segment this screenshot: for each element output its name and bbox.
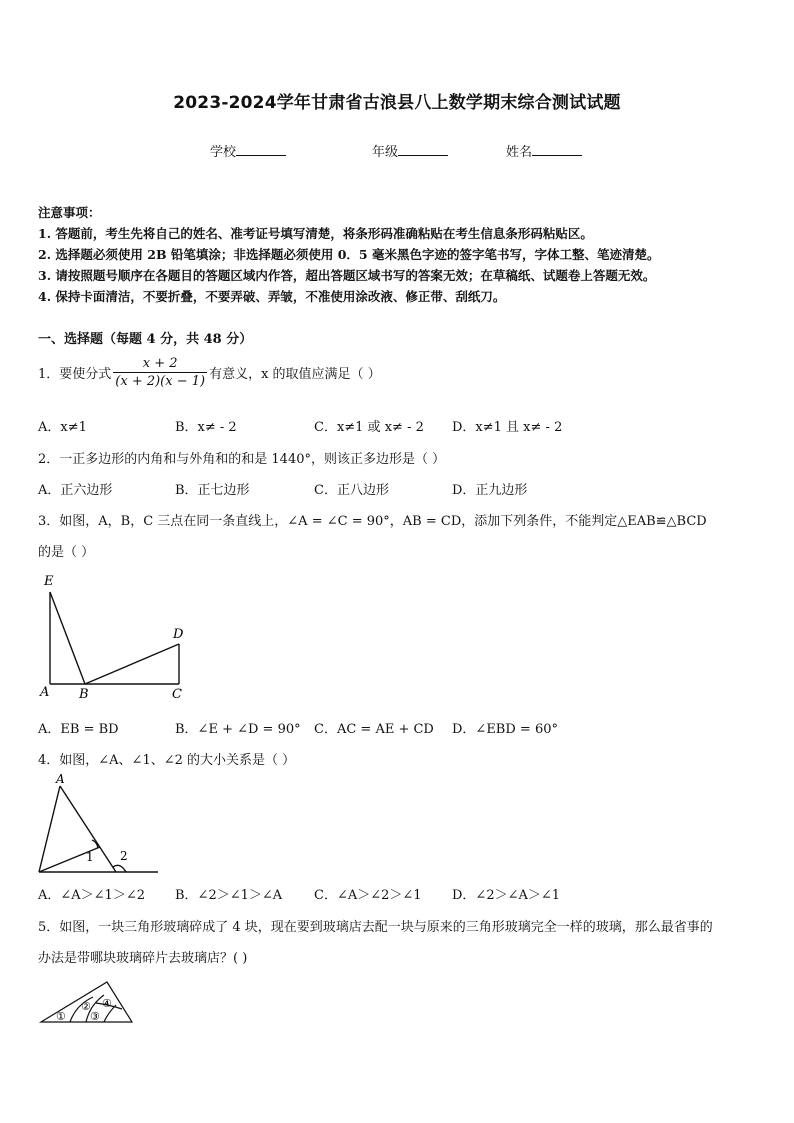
- label-a: A: [56, 772, 65, 786]
- q1-option-d: D．x≠1 且 x≠ - 2: [452, 420, 563, 435]
- q4-option-c: C．∠A＞∠2＞∠1: [314, 888, 422, 903]
- notice-item: 3. 请按照题号顺序在各题目的答题区域内作答，超出答题区域书写的答案无效；在草稿纸、试题卷上答题无效。: [38, 268, 656, 283]
- segment-bd: [85, 644, 179, 684]
- grade-blank: [398, 143, 448, 156]
- q3-option-c: C．AC = AE + CD: [314, 722, 434, 737]
- grade-field: [372, 141, 448, 160]
- question-4: 4．如图，∠A、∠1、∠2 的大小关系是（ ）: [38, 753, 296, 768]
- notice-item: 2. 选择题必须使用 2B 铅笔填涂；非选择题必须使用 0．5 毫米黑色字迹的签字笔书写，字体工整、笔迹清楚。: [38, 247, 660, 262]
- piece-2-label: ②: [81, 1000, 91, 1013]
- q3-option-a: A．EB = BD: [38, 722, 119, 737]
- q2-option-a: A．正六边形: [38, 483, 113, 498]
- q2-option-d: D．正九边形: [452, 483, 528, 498]
- question-3-line1: 3．如图，A，B，C 三点在同一条直线上，∠A = ∠C = 90°，AB = CD，添加下列条件，不能判定△EAB≌△BCD: [38, 514, 707, 529]
- q3-figure: [30, 570, 200, 702]
- segment-eb: [50, 592, 85, 684]
- q4-option-b: B．∠2＞∠1＞∠A: [175, 888, 283, 903]
- label-angle-2: 2: [120, 849, 128, 863]
- name-blank: [532, 143, 582, 156]
- school-blank: [236, 143, 286, 156]
- section-heading: 一、选择题（每题 4 分，共 48 分）: [38, 332, 253, 347]
- q1-numerator: x + 2: [142, 356, 178, 371]
- notice-item: 4. 保持卡面清洁，不要折叠，不要弄破、弄皱，不准使用涂改液、修正带、刮纸刀。: [38, 289, 506, 304]
- label-a: A: [40, 685, 50, 700]
- q1-option-b: B．x≠ - 2: [175, 420, 237, 435]
- piece-1-label: ①: [56, 1010, 66, 1023]
- label-angle-1: 1: [86, 850, 94, 864]
- q1-option-c: C．x≠1 或 x≠ - 2: [314, 420, 424, 435]
- q1-suffix: 有意义，x 的取值应满足（ ）: [209, 367, 381, 382]
- q3-option-b: B．∠E + ∠D = 90°: [175, 722, 301, 737]
- q3-option-d: D．∠EBD = 60°: [452, 722, 558, 737]
- q4-option-a: A．∠A＞∠1＞∠2: [38, 888, 145, 903]
- label-c: C: [172, 687, 182, 702]
- q2-option-b: B．正七边形: [175, 483, 250, 498]
- label-e: E: [44, 574, 54, 589]
- q1-prefix: 1．要使分式: [38, 367, 112, 382]
- question-1: [38, 356, 381, 389]
- piece-3-label: ③: [90, 1010, 100, 1023]
- q2-option-c: C．正八边形: [314, 483, 389, 498]
- name-label: 姓名: [506, 145, 533, 160]
- triangle-side-left: [39, 786, 60, 872]
- question-5-line1: 5．如图，一块三角形玻璃碎成了 4 块，现在要到玻璃店去配一块与原来的三角形玻璃完全一样的玻璃，那么最省事的: [38, 920, 713, 935]
- question-3-line2: 的是（ ）: [38, 545, 95, 560]
- q4-option-d: D．∠2＞∠A＞∠1: [452, 888, 561, 903]
- q4-figure: [30, 770, 162, 876]
- q5-figure: [38, 975, 138, 1027]
- piece-4-label: ④: [102, 997, 112, 1010]
- q1-fraction: [113, 356, 207, 389]
- question-2: 2．一正多边形的内角和与外角和的和是 1440°，则该正多边形是（ ）: [38, 452, 446, 467]
- page-title: 2023-2024学年甘肃省古浪县八上数学期末综合测试试题: [173, 93, 621, 113]
- q1-denominator: (x + 2)(x − 1): [115, 374, 206, 389]
- q1-option-a: A．x≠1: [38, 420, 87, 435]
- grade-label: 年级: [372, 145, 399, 160]
- angle-1-arc: [92, 840, 98, 848]
- notice-item: 1. 答题前，考生先将自己的姓名、准考证号填写清楚，将条形码准确粘贴在考生信息条形码粘贴区。: [38, 226, 593, 241]
- question-5-line2: 办法是带哪块玻璃碎片去玻璃店？( ): [38, 951, 248, 966]
- label-d: D: [173, 627, 184, 642]
- label-b: B: [79, 687, 89, 702]
- school-field: [210, 141, 286, 160]
- notice-heading: 注意事项：: [38, 205, 101, 220]
- name-field: [506, 141, 582, 160]
- school-label: 学校: [210, 145, 237, 160]
